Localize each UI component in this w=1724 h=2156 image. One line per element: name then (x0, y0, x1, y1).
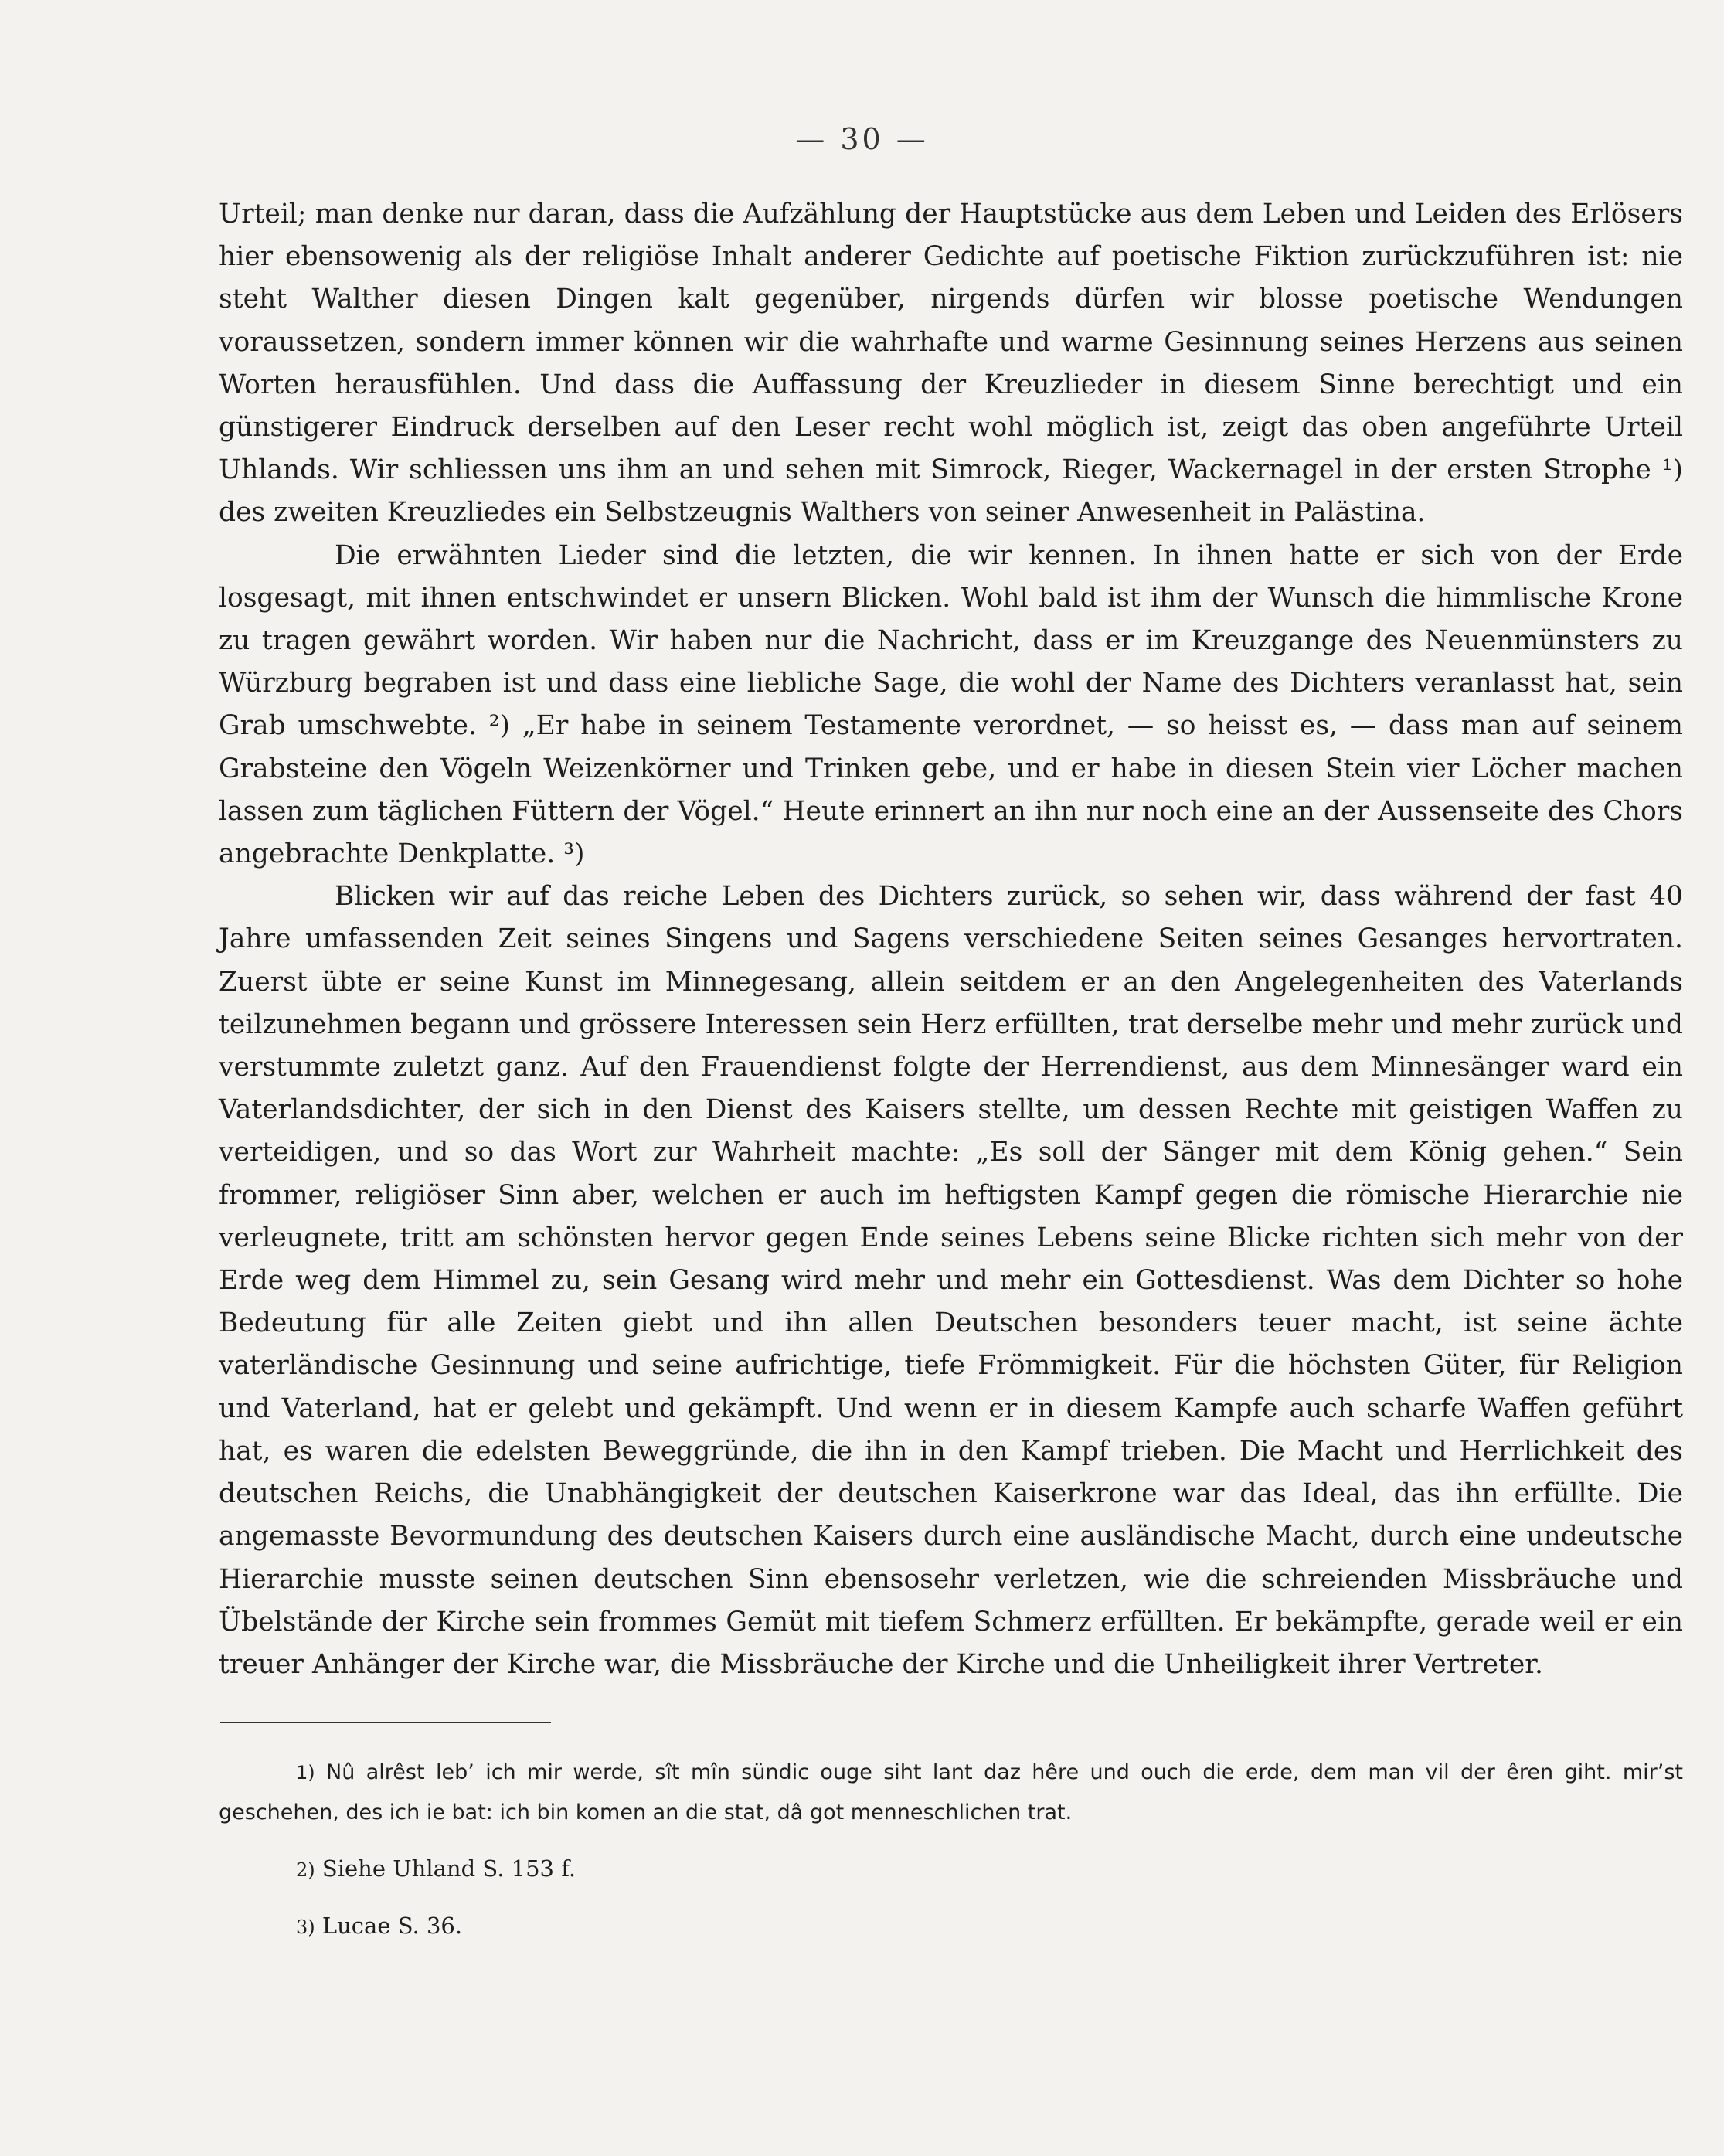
footnote-1-text: Nû alrêst leb’ ich mir werde, sît mîn sündic ouge siht lant daz hêre und ouch die erde, dem man vil der êren giht. mir’st geschehen, des ich ie bat: ich bin komen an die stat, dâ got menneschlichen trat. (219, 1760, 1683, 1824)
footnote-3-text: Lucae S. 36. (321, 1913, 463, 1939)
paragraph-3: Blicken wir auf das reiche Leben des Dichters zurück, so sehen wir, dass während der fast 40 Jahre umfassenden Zeit seines Singens und Sagens verschiedene Seiten seines Gesanges hervortraten. Zuerst übte er seine Kunst im Minnegesang, allein seitdem er an den Angelegenheiten des Vaterlands teilzunehmen begann und grössere Interessen sein Herz erfüllten, trat derselbe mehr und mehr zurück und verstummte zuletzt ganz. Auf den Frauendienst folgte der Herrendienst, aus dem Minnesänger ward ein Vaterlandsdichter, der sich in den Dienst des Kaisers stellte, um dessen Rechte mit geistigen Waffen zu verteidigen, und so das Wort zur Wahrheit machte: „Es soll der Sänger mit dem König gehen.“ Sein frommer, religiöser Sinn aber, welchen er auch im heftigsten Kampf gegen die römische Hierarchie nie verleugnete, tritt am schönsten hervor gegen Ende seines Lebens seine Blicke richten sich mehr von der Erde weg dem Himmel zu, sein Gesang wird mehr und mehr ein Gottesdienst. Was dem Dichter so hohe Bedeutung für alle Zeiten giebt und ihn allen Deutschen besonders teuer macht, ist seine ächte vaterländische Gesinnung und seine aufrichtige, tiefe Frömmigkeit. Für die höchsten Güter, für Religion und Vaterland, hat er gelebt und gekämpft. Und wenn er in diesem Kampfe auch scharfe Waffen geführt hat, es waren die edelsten Beweggründe, die ihn in den Kampf trieben. Die Macht und Herrlichkeit des deutschen Reichs, die Unabhängigkeit der deutschen Kaiserkrone war das Ideal, das ihn erfüllte. Die angemasste Bevormundung des deutschen Kaisers durch eine ausländische Macht, durch eine undeutsche Hierarchie musste seinen deutschen Sinn ebensosehr verletzen, wie die schreienden Missbräuche und Übelstände der Kirche sein frommes Gemüt mit tiefem Schmerz erfüllten. Er bekämpfte, gerade weil er ein treuer Anhänger der Kirche war, die Missbräuche der Kirche und die Unheiligkeit ihrer Vertreter. (219, 881, 1683, 1680)
footnotes (219, 1753, 1683, 1947)
main-text (219, 193, 1683, 1686)
paragraph-1: Urteil; man denke nur daran, dass die Aufzählung der Hauptstücke aus dem Leben und Leiden des Erlösers hier ebensowenig als der religiöse Inhalt anderer Gedichte auf poetische Fiktion zurückzuführen ist: nie steht Walther diesen Dingen kalt gegenüber, nirgends dürfen wir blosse poetische Wendungen voraussetzen, sondern immer können wir die wahrhafte und warme Gesinnung seines Herzens aus seinen Worten herausfühlen. Und dass die Auffassung der Kreuzlieder in diesem Sinne berechtigt und ein günstigerer Eindruck derselben auf den Leser recht wohl möglich ist, zeigt das oben angeführte Urteil Uhlands. Wir schliessen uns ihm an und sehen mit Simrock, Rieger, Wackernagel in der ersten Strophe ¹) des zweiten Kreuzliedes ein Selbstzeugnis Walthers von seiner Anwesenheit in Palästina. (219, 199, 1683, 529)
footnote-2-text: Siehe Uhland S. 153 f. (321, 1855, 576, 1882)
footnote-1 (219, 1753, 1683, 1833)
page-number: — 30 — (795, 122, 929, 156)
footnote-3 (219, 1906, 1683, 1947)
footnote-divider (220, 1722, 551, 1723)
footnote-2 (219, 1848, 1683, 1890)
paragraph-2: Die erwähnten Lieder sind die letzten, die wir kennen. In ihnen hatte er sich von der Erde losgesagt, mit ihnen entschwindet er unsern Blicken. Wohl bald ist ihm der Wunsch die himmlische Krone zu tragen gewährt worden. Wir haben nur die Nachricht, dass er im Kreuzgange des Neuenmünsters zu Würzburg begraben ist und dass eine liebliche Sage, die wohl der Name des Dichters veranlasst hat, sein Grab umschwebte. ²) „Er habe in seinem Testamente verordnet, — so heisst es, — dass man auf seinem Grabsteine den Vögeln Weizenkörner und Trinken gebe, und er habe in diesen Stein vier Löcher machen lassen zum täglichen Füttern der Vögel.“ Heute erinnert an ihn nur noch eine an der Aussenseite des Chors angebrachte Denkplatte. ³) (219, 539, 1683, 870)
footnote-3-marker: 3) (296, 1916, 315, 1938)
footnote-1-marker: 1) (296, 1762, 315, 1784)
footnote-2-marker: 2) (296, 1859, 315, 1881)
